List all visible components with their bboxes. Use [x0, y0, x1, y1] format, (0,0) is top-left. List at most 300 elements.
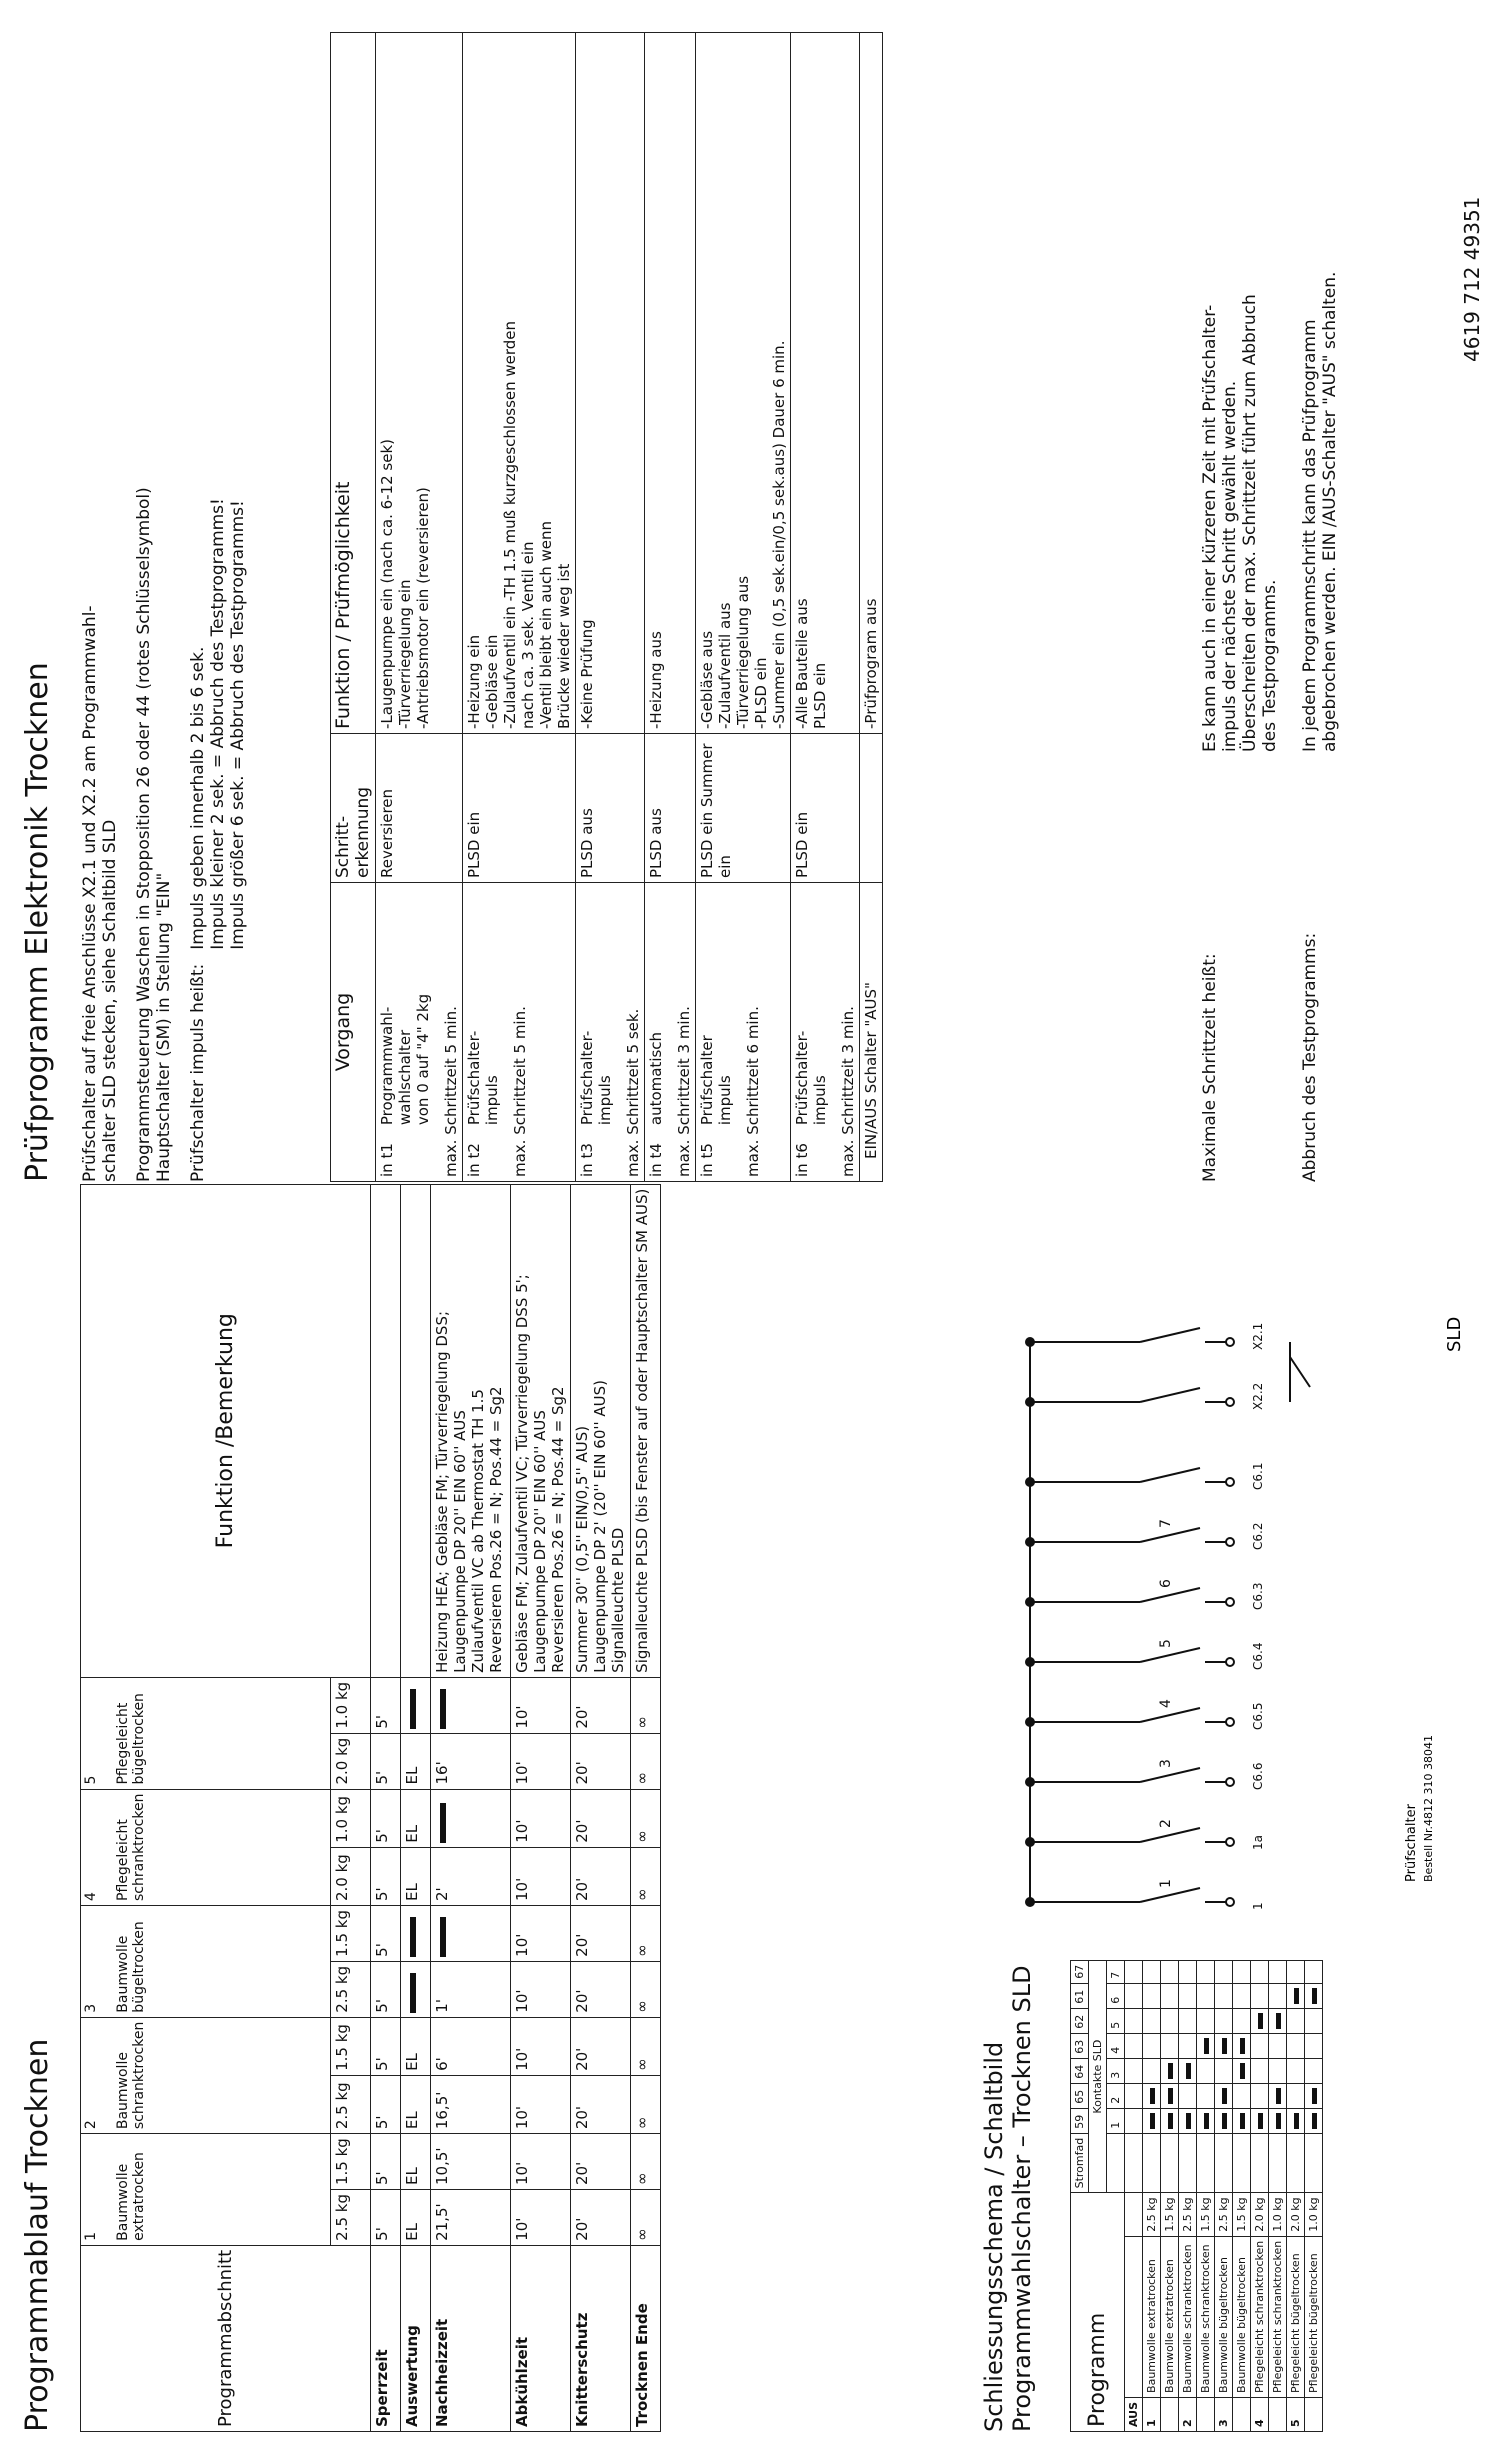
test-step-row	[645, 33, 696, 1182]
step-max: max. Schrittzeit 5 min.	[511, 1006, 529, 1177]
schema-contact-cell	[1143, 2083, 1161, 2108]
step-erkennung	[860, 734, 883, 883]
step-erkennung: PLSD ein Summer ein	[696, 734, 791, 883]
schema-contact-cell	[1179, 2033, 1197, 2058]
contact-closed-bar	[1258, 2013, 1263, 2029]
flow-remark	[401, 1184, 431, 1677]
kontakt-cell: 7	[1107, 1960, 1125, 1983]
step-max: max. Schrittzeit 5 sek.	[624, 1008, 642, 1177]
funktion-line: -Türverriegelung aus	[734, 575, 752, 729]
schema-row-kg: 1.0 kg	[1305, 2193, 1323, 2236]
schema-contact-cell	[1161, 2008, 1179, 2033]
max-text	[1200, 294, 1280, 752]
contact-closed-bar	[1294, 1988, 1299, 2004]
step-action	[793, 1031, 829, 1125]
kontakte-label: Kontakte SLD	[1089, 1960, 1107, 2193]
schema-contact-cell	[1305, 2083, 1323, 2108]
step-erkennung: PLSD aus	[645, 734, 696, 883]
step-time: in t1	[378, 1143, 396, 1177]
circuit-diagram	[990, 1242, 1490, 1962]
schema-contact-cell	[1233, 2008, 1251, 2033]
schema-contact-cell	[1269, 2083, 1287, 2108]
funktion-line: nach ca. 3 sek. Ventil ein	[519, 541, 537, 729]
flow-value	[431, 1789, 511, 1847]
kg-cell: 2.5 kg	[331, 2190, 371, 2246]
action-line: Programmwahl-	[378, 1006, 396, 1126]
flow-row-label: Nachheizzeit	[431, 2245, 511, 2431]
schema-row-no: 5	[1287, 2397, 1305, 2431]
switch-contact	[1140, 1388, 1200, 1402]
contact-closed-bar	[1186, 2063, 1191, 2079]
flow-value: ∞	[631, 2134, 661, 2190]
junction-dot	[1026, 1398, 1034, 1406]
impulse-line: Impuls kleiner 2 sek. = Abbruch des Testprogramms!	[208, 498, 228, 950]
contact-number: 5	[1158, 1639, 1174, 1648]
action-line: von 0 auf "4" 2kg	[414, 993, 432, 1126]
impulse-block	[188, 487, 248, 1182]
schema-row-no: 4	[1251, 2397, 1269, 2431]
schema-contact-cell	[1197, 2058, 1215, 2083]
step-vorgang	[645, 883, 696, 1182]
switch-contact	[1140, 1528, 1200, 1542]
schema-contact-cell	[1251, 2108, 1269, 2133]
schema-row	[1233, 1960, 1251, 2431]
flow-value: 5'	[371, 1961, 401, 2017]
step-time: in t6	[793, 1143, 811, 1177]
flow-bar	[410, 1917, 416, 1957]
action-line: Prüfschalter-	[793, 1030, 811, 1126]
schema-row-kg: 2.5 kg	[1215, 2193, 1233, 2236]
schema-contact-cell	[1287, 1983, 1305, 2008]
test-step-row	[576, 33, 645, 1182]
flow-value: ∞	[631, 2075, 661, 2133]
flow-value: 20'	[571, 1789, 631, 1847]
remark-line: Summer 30'' (0,5'' EIN/0,5'' AUS)	[573, 1425, 591, 1673]
terminal-circle	[1226, 1598, 1234, 1606]
schema-row-no	[1305, 2397, 1323, 2431]
test-table-header	[331, 33, 376, 1182]
funktion-line: -Prüfprogram aus	[862, 598, 880, 729]
step-erkennung: PLSD aus	[576, 734, 645, 883]
schema-contact-cell	[1143, 2108, 1161, 2133]
flow-value: 20'	[571, 1733, 631, 1789]
funktion-line: -Gebläse aus	[698, 630, 716, 729]
schema-title: Schliessungsschema / Schaltbild	[980, 2041, 1008, 2432]
schema-rows	[1125, 1960, 1323, 2431]
schema-row-name: Baumwolle extratrocken	[1143, 2236, 1161, 2397]
schema-contact-cell	[1287, 2008, 1305, 2033]
step-top	[793, 887, 829, 1177]
program-1: 1 Baumwolle extratrocken	[81, 2134, 331, 2246]
kontakte-spacer	[1107, 2133, 1125, 2193]
schema-row-spacer	[1251, 2133, 1269, 2193]
flow-value: ∞	[631, 2017, 661, 2075]
step-funktion	[463, 33, 576, 734]
junction-dot	[1026, 1718, 1034, 1726]
schema-contact-cell	[1143, 2033, 1161, 2058]
schema-contact-cell	[1143, 1960, 1161, 1983]
contact-closed-bar	[1240, 2113, 1245, 2129]
schema-contact-cell	[1269, 2008, 1287, 2033]
schema-row-kg: 1.5 kg	[1197, 2193, 1215, 2236]
remark-line: Laugenpumpe DP 2' (20'' EIN 60'' AUS)	[591, 1379, 609, 1673]
control-line: Hauptschalter (SM) in Stellung "EIN"	[154, 872, 174, 1182]
action-line: impuls	[716, 1075, 734, 1126]
flow-value: 5'	[371, 1789, 401, 1847]
schema-contact-cell	[1233, 2058, 1251, 2083]
schema-contact-cell	[1305, 2058, 1323, 2083]
flow-value: 5'	[371, 1733, 401, 1789]
remark-line: Reversieren Pos.26 = N; Pos.44 = Sg2	[487, 1386, 505, 1673]
terminal-circle	[1226, 1898, 1234, 1906]
step-max: max. Schrittzeit 5 min.	[442, 1006, 460, 1177]
flow-value: ∞	[631, 1733, 661, 1789]
schema-contact-cell	[1215, 2108, 1233, 2133]
pruefschalter-label: Prüfschalter	[1404, 1804, 1419, 1882]
stromfad-label: Stromfad	[1071, 2133, 1089, 2193]
switch-contact	[1140, 1888, 1200, 1902]
flow-rows	[371, 1184, 661, 2431]
schema-contact-cell	[1251, 2083, 1269, 2108]
schema-row	[1215, 1960, 1233, 2431]
schema-contact-cell	[1251, 1983, 1269, 2008]
schema-contact-cell	[1125, 2108, 1143, 2133]
switch-contact	[1140, 1828, 1200, 1842]
step-funktion	[645, 33, 696, 734]
terminal-label: C6.1	[1251, 1462, 1265, 1490]
funktion-line: -PLSD ein	[752, 657, 770, 729]
action-line: Prüfschalter-	[465, 1030, 483, 1126]
program-2: 2 Baumwolle schranktrocken	[81, 2017, 331, 2133]
header-funktion: Funktion / Prüfmöglichkeit	[331, 33, 376, 734]
step-time: in t2	[465, 1143, 483, 1177]
step-erkennung: PLSD ein	[463, 734, 576, 883]
flow-row	[511, 1184, 571, 2431]
test-step-row	[696, 33, 791, 1182]
contact-closed-bar	[1204, 2113, 1209, 2129]
step-top	[647, 887, 665, 1177]
remark-line: Signalleuchte PLSD	[609, 1527, 627, 1673]
abbruch-note	[1300, 32, 1340, 1182]
remark-line: Laugenpumpe DP 20'' EIN 60'' AUS	[531, 1410, 549, 1673]
terminal-label: X2.1	[1251, 1322, 1265, 1350]
flow-value: ∞	[631, 1906, 661, 1962]
test-step-row	[860, 33, 883, 1182]
schema-contact-cell	[1269, 2033, 1287, 2058]
schema-row-name	[1125, 2236, 1143, 2397]
schema-contact-cell	[1125, 2008, 1143, 2033]
contact-number: 1	[1158, 1879, 1174, 1888]
terminal-label: C6.6	[1251, 1762, 1265, 1790]
programm-label: Programm	[1071, 2193, 1125, 2432]
bestell-label: Bestell Nr.4812 310 38041	[1422, 1735, 1435, 1882]
funktion-line: -Ventil bleibt ein auch wenn	[537, 520, 555, 729]
flow-value: 20'	[571, 2134, 631, 2190]
schema-contact-cell	[1179, 2008, 1197, 2033]
junction-dot	[1026, 1338, 1034, 1346]
remark-line: Laugenpumpe DP 20'' EIN 60'' AUS	[451, 1410, 469, 1673]
contact-closed-bar	[1240, 2038, 1245, 2054]
kg-cell: 1.5 kg	[331, 2134, 371, 2190]
flow-value: 10'	[511, 2017, 571, 2075]
junction-dot	[1026, 1898, 1034, 1906]
step-vorgang	[791, 883, 860, 1182]
max-line: des Testprogramms.	[1260, 579, 1280, 752]
flow-value: EL	[401, 2075, 431, 2133]
schema-contact-cell	[1179, 1960, 1197, 1983]
step-vorgang	[860, 883, 883, 1182]
flow-value: 5'	[371, 1677, 401, 1733]
flow-value: 10'	[511, 1847, 571, 1905]
remark-line: Zulaufventil VC ab Thermostat TH 1.5	[469, 1389, 487, 1673]
flow-row	[571, 1184, 631, 2431]
schema-row-no	[1269, 2397, 1287, 2431]
step-max: max. Schrittzeit 3 min.	[675, 1006, 693, 1177]
schema-contact-cell	[1197, 2108, 1215, 2133]
flow-bar	[440, 1917, 446, 1957]
schema-row-name: Baumwolle extratrocken	[1161, 2236, 1179, 2397]
header-erkennung: Schritt-erkennung	[331, 734, 376, 883]
flow-value: EL	[401, 2017, 431, 2075]
flow-value: 5'	[371, 2134, 401, 2190]
flow-value	[401, 1677, 431, 1733]
funktion-line: -Heizung ein	[465, 634, 483, 729]
schema-row-name: Pflegeleicht bügeltrocken	[1305, 2236, 1323, 2397]
schema-contact-cell	[1161, 2058, 1179, 2083]
stromfad-cell: 59	[1071, 2108, 1089, 2133]
intro-text	[80, 487, 248, 1182]
schema-table	[1070, 1960, 1323, 2432]
flow-bar	[440, 1689, 446, 1729]
contact-closed-bar	[1222, 2088, 1227, 2104]
schema-contact-cell	[1305, 1960, 1323, 1983]
flow-value: 20'	[571, 1961, 631, 2017]
schema-contact-cell	[1269, 1983, 1287, 2008]
schema-row-name: Baumwolle bügeltrocken	[1233, 2236, 1251, 2397]
flow-value: 20'	[571, 1847, 631, 1905]
max-line: Es kann auch in einer kürzeren Zeit mit Prüfschalter-	[1200, 304, 1220, 752]
contact-number: 7	[1158, 1519, 1174, 1528]
flow-bar	[440, 1803, 446, 1843]
max-note	[1200, 32, 1280, 1182]
junction-dot	[1026, 1478, 1034, 1486]
contact-closed-bar	[1186, 2113, 1191, 2129]
contact-closed-bar	[1150, 2088, 1155, 2104]
terminal-circle	[1226, 1838, 1234, 1846]
step-max: max. Schrittzeit 3 min.	[839, 1006, 857, 1177]
test-step-row	[463, 33, 576, 1182]
abbruch-label: Abbruch des Testprogramms:	[1300, 932, 1320, 1182]
schema-row	[1125, 1960, 1143, 2431]
kontakt-cell: 1	[1107, 2108, 1125, 2133]
step-funktion	[791, 33, 860, 734]
step-funktion	[376, 33, 463, 734]
schema-contact-cell	[1233, 2083, 1251, 2108]
flow-value: EL	[401, 1789, 431, 1847]
flow-value: 20'	[571, 1906, 631, 1962]
schema-contact-cell	[1215, 1983, 1233, 2008]
test-step-row	[376, 33, 463, 1182]
test-step-table	[330, 32, 883, 1182]
funktion-line: -Türverriegelung ein	[396, 579, 414, 729]
max-line: impuls der nächste Schritt gewählt werden.	[1220, 380, 1240, 752]
schema-row-no: AUS	[1125, 2397, 1143, 2431]
schema-row-spacer	[1287, 2133, 1305, 2193]
abbruch-text	[1300, 272, 1340, 752]
schema-contact-cell	[1161, 1983, 1179, 2008]
switch-contact	[1140, 1648, 1200, 1662]
intro-line: schalter SLD stecken, siehe Schaltbild SLD	[100, 819, 120, 1182]
flow-remark	[631, 1184, 661, 1677]
schema-row	[1305, 1960, 1323, 2431]
action-line: impuls	[483, 1075, 501, 1126]
max-label: Maximale Schrittzeit heißt:	[1200, 953, 1220, 1182]
contact-number: 3	[1158, 1759, 1174, 1768]
contact-closed-bar	[1168, 2113, 1173, 2129]
flow-value	[431, 1677, 511, 1733]
schema-contact-cell	[1125, 2058, 1143, 2083]
kg-cell: 1.0 kg	[331, 1677, 371, 1733]
kontakt-cell: 2	[1107, 2083, 1125, 2108]
schema-row-kg: 2.0 kg	[1287, 2193, 1305, 2236]
funktion-line: PLSD ein	[811, 662, 829, 729]
switch-contact	[1140, 1768, 1200, 1782]
terminal-circle	[1226, 1478, 1234, 1486]
impulse-line: Impuls geben innerhalb 2 bis 6 sek.	[188, 646, 208, 950]
schema-row-spacer	[1161, 2133, 1179, 2193]
schema-row	[1287, 1960, 1305, 2431]
contact-closed-bar	[1312, 1988, 1317, 2004]
step-top	[862, 887, 880, 1177]
junction-dot	[1026, 1598, 1034, 1606]
schema-contact-cell	[1287, 2083, 1305, 2108]
contact-number: 6	[1158, 1579, 1174, 1588]
test-rows	[376, 33, 883, 1182]
schema-row-name: Baumwolle schranktrocken	[1179, 2236, 1197, 2397]
step-erkennung: Reversieren	[376, 734, 463, 883]
flow-value: 10'	[511, 2190, 571, 2246]
contact-closed-bar	[1312, 2113, 1317, 2129]
schema-contact-cell	[1179, 2108, 1197, 2133]
schema-contact-cell	[1143, 2058, 1161, 2083]
schema-row-spacer	[1215, 2133, 1233, 2193]
flow-value: EL	[401, 1847, 431, 1905]
test-program-title: Prüfprogramm Elektronik Trocknen	[20, 662, 55, 1182]
flow-bar	[410, 1973, 416, 2013]
flow-value: 10'	[511, 1961, 571, 2017]
footer-notes	[1200, 32, 1340, 1182]
flow-row	[431, 1184, 511, 2431]
step-funktion	[696, 33, 791, 734]
funktion-line: Brücke wieder weg ist	[555, 563, 573, 729]
schema-row-name: Baumwolle bügeltrocken	[1215, 2236, 1233, 2397]
schema-contact-cell	[1251, 2033, 1269, 2058]
flow-value: 10'	[511, 1789, 571, 1847]
contact-number: 2	[1158, 1819, 1174, 1828]
schema-contact-cell	[1161, 1960, 1179, 1983]
contact-closed-bar	[1276, 2113, 1281, 2129]
schema-row-kg: 1.0 kg	[1269, 2193, 1287, 2236]
step-action	[647, 1032, 665, 1125]
contact-closed-bar	[1258, 2113, 1263, 2129]
flow-value: ∞	[631, 2190, 661, 2246]
schema-contact-cell	[1197, 2008, 1215, 2033]
flow-value: 21,5'	[431, 2190, 511, 2246]
action-line: impuls	[596, 1075, 614, 1126]
schema-row-no	[1233, 2397, 1251, 2431]
schema-contact-cell	[1215, 2058, 1233, 2083]
kontakt-cell: 3	[1107, 2058, 1125, 2083]
terminal-label: 1	[1251, 1902, 1265, 1910]
contact-closed-bar	[1312, 2088, 1317, 2104]
flow-value: 10'	[511, 2134, 571, 2190]
impulse-label: Prüfschalter impuls heißt:	[188, 963, 208, 1182]
schema-row	[1269, 1960, 1287, 2431]
abbruch-line: In jedem Programmschritt kann das Prüfprogramm	[1300, 319, 1320, 752]
abbruch-line: abgebrochen werden. EIN /AUS-Schalter "AUS" schalten.	[1320, 271, 1340, 752]
schema-subtitle: Programmwahlschalter – Trocknen SLD	[1008, 1965, 1036, 2432]
kg-cell: 1.5 kg	[331, 2017, 371, 2075]
step-action	[465, 1031, 501, 1125]
step-action	[578, 1031, 614, 1125]
flow-value: 10'	[511, 1677, 571, 1733]
remark-header: Funktion /Bemerkung	[81, 1184, 371, 1677]
flow-value	[401, 1906, 431, 1962]
control-line: Programmsteuerung Waschen in Stopposition 26 oder 44 (rotes Schlüsselsymbol)	[134, 487, 154, 1182]
remark-line: Heizung HEA; Gebläse FM; Türverriegelung DSS;	[433, 1310, 451, 1673]
schema-contact-cell	[1305, 2108, 1323, 2133]
flow-row-label: Sperrzeit	[371, 2245, 401, 2431]
schema-row-spacer	[1233, 2133, 1251, 2193]
circuit-lines	[1026, 1323, 1310, 1910]
action-line: Prüfschalter	[698, 1035, 716, 1126]
funktion-line: -Keine Prüfung	[578, 619, 596, 729]
schema-contact-cell	[1287, 2108, 1305, 2133]
schema-contact-cell	[1197, 1960, 1215, 1983]
step-vorgang	[376, 883, 463, 1182]
schema-contact-cell	[1215, 1960, 1233, 1983]
flow-value: 16,5'	[431, 2075, 511, 2133]
flow-value: 5'	[371, 2075, 401, 2133]
terminal-label: C6.3	[1251, 1582, 1265, 1610]
schema-contact-cell	[1215, 2008, 1233, 2033]
schema-contact-cell	[1251, 1960, 1269, 1983]
schema-contact-cell	[1233, 1960, 1251, 1983]
impulse-lines	[188, 498, 248, 950]
schema-contact-cell	[1125, 2083, 1143, 2108]
schema-contact-cell	[1143, 2008, 1161, 2033]
funktion-line: -Laugenpumpe ein (nach ca. 6-12 sek)	[378, 439, 396, 729]
schema-row-no: 3	[1215, 2397, 1233, 2431]
junction-dot	[1026, 1838, 1034, 1846]
schema-row-no	[1197, 2397, 1215, 2431]
step-action	[698, 1035, 734, 1125]
program-3: 3 Baumwolle bügeltrocken	[81, 1906, 331, 2018]
flow-value	[401, 1961, 431, 2017]
contact-closed-bar	[1294, 2113, 1299, 2129]
junction-dot	[1026, 1778, 1034, 1786]
flow-value: 6'	[431, 2017, 511, 2075]
action-line: impuls	[811, 1075, 829, 1126]
terminal-circle	[1226, 1538, 1234, 1546]
schema-contact-cell	[1269, 1960, 1287, 1983]
flow-value: 5'	[371, 1906, 401, 1962]
schema-row-name: Pflegeleicht schranktrocken	[1269, 2236, 1287, 2397]
step-max: max. Schrittzeit 6 min.	[744, 1006, 762, 1177]
schema-contact-cell	[1125, 1960, 1143, 1983]
program-5: 5 Pflegeleicht bügeltrocken	[81, 1677, 331, 1789]
contact-closed-bar	[1168, 2088, 1173, 2104]
